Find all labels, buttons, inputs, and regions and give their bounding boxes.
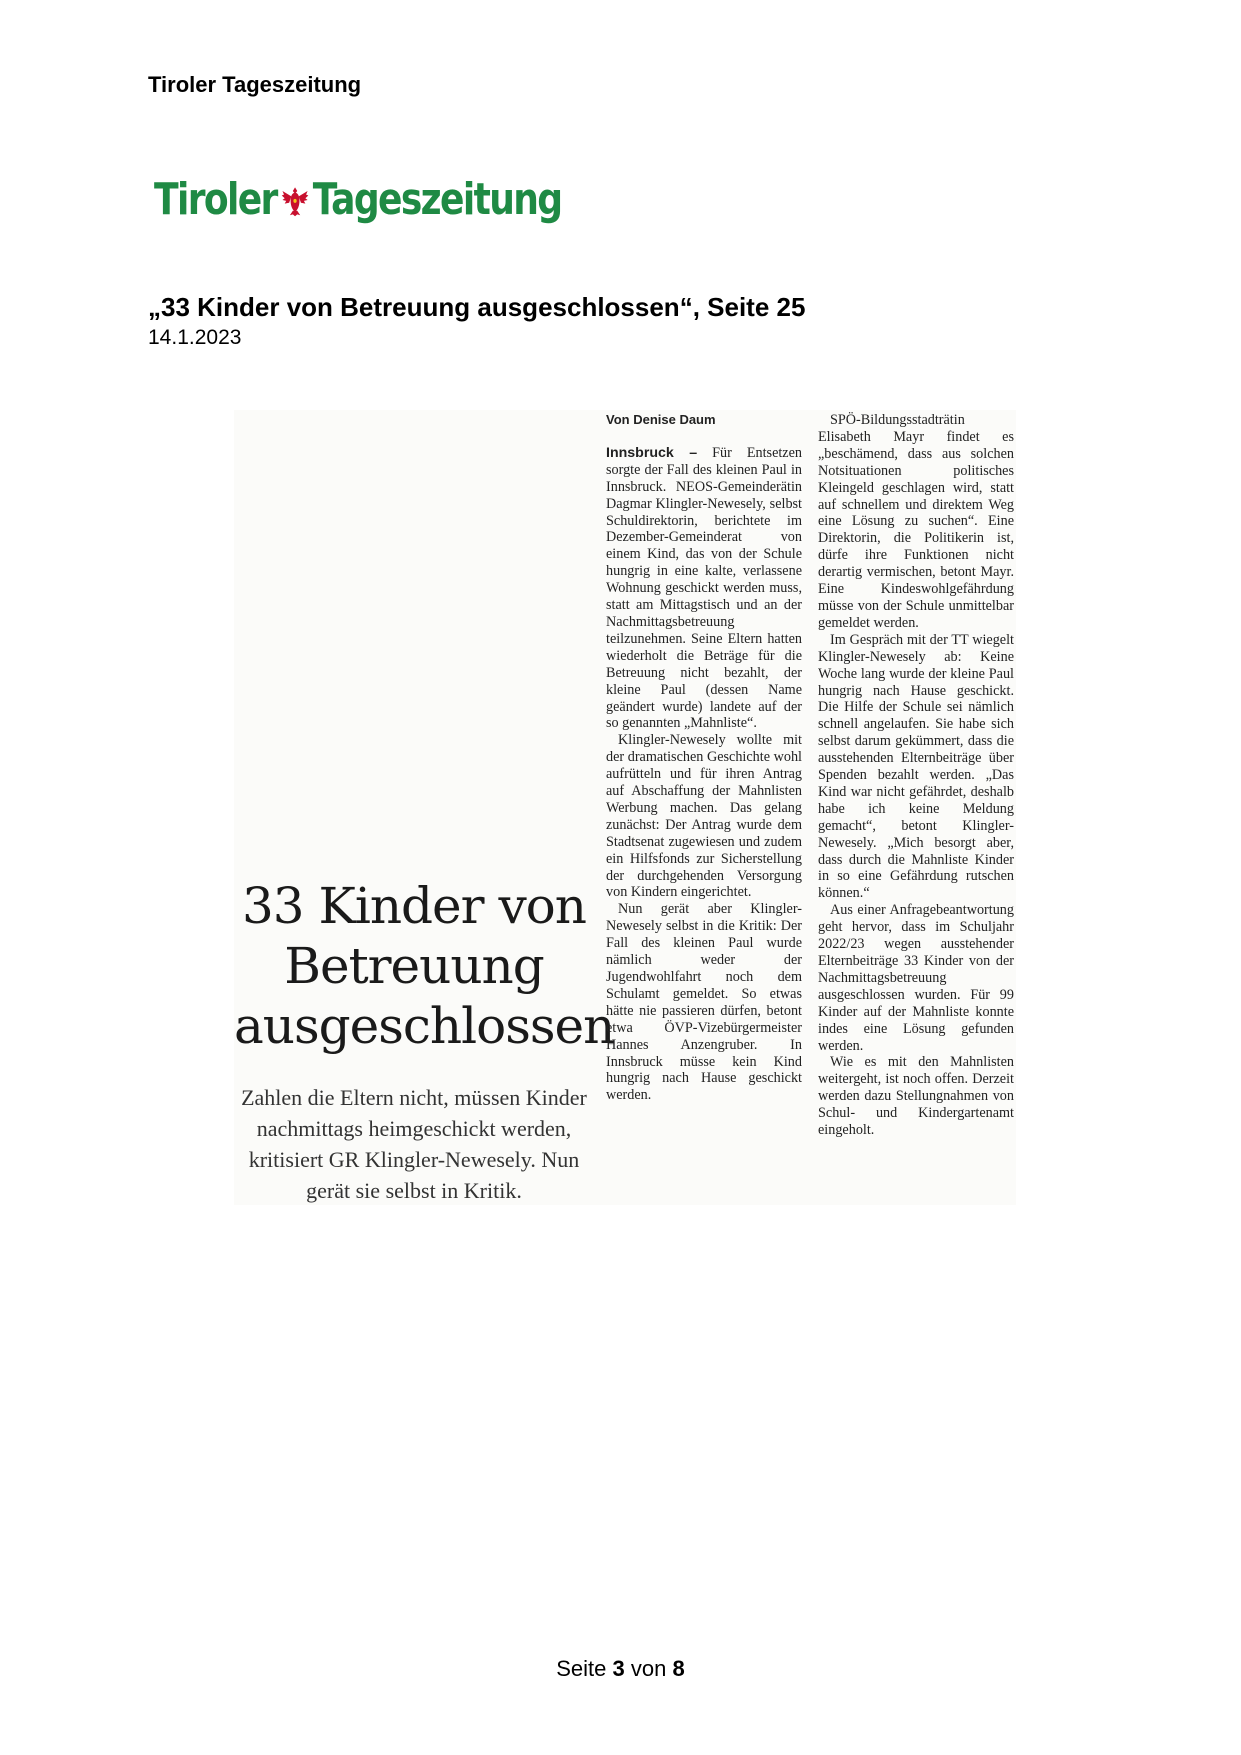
tyrolean-eagle-icon — [280, 182, 310, 218]
article-column-2 — [818, 412, 1014, 1139]
article-date: 14.1.2023 — [148, 326, 242, 349]
article-paragraph: Im Gespräch mit der TT wiegelt Klingler-Newesely ab: Keine Woche lang wurde der kleine Paul hungrig nach Hause geschickt. Die Hilfe der Schule sei nämlich schnell angelaufen. Sie habe sich selbst darum gekümmert, dass die ausstehenden Elternbeiträge über Spenden bezahlt werden. „Das Kind war nicht gefährdet, deshalb habe ich keine Meldung gemacht“, betont Klingler-Newesely. „Mich besorgt aber, dass durch die Mahnliste Kinder in so eine Gefährdung rutschen können.“ — [818, 631, 1014, 902]
logo-text-left: Tiroler — [154, 174, 277, 225]
article-headline: 33 Kinder von Betreuung ausgeschlossen — [234, 877, 615, 1055]
article-paragraph: Aus einer Anfragebeantwortung geht hervor, dass im Schuljahr 2022/23 wegen ausstehender Elternbeiträge 33 Kinder von der Nachmittagsbetreuung ausgeschlossen wurden. Für 99 Kinder auf der Mahnliste konnte indes eine Lösung gefunden werden. — [818, 902, 1014, 1054]
article-reference-heading: „33 Kinder von Betreuung ausgeschlossen“, Seite 25 — [148, 292, 806, 322]
article-column-1 — [606, 412, 802, 1104]
article-byline: Von Denise Daum — [606, 412, 716, 427]
article-paragraph: Wie es mit den Mahnlisten weitergeht, ist noch offen. Derzeit werden dazu Stellungnahmen von Schul- und Kindergartenamt eingeholt. — [818, 1054, 1014, 1139]
logo-text-right: Tageszeitung — [312, 174, 562, 225]
document-source-title: Tiroler Tageszeitung — [148, 72, 362, 97]
article-paragraph: Innsbruck – Für Entsetzen sorgte der Fall des kleinen Paul in Innsbruck. NEOS-Gemeinderätin Dagmar Klingler-Newesely, selbst Schuldirektorin, berichtete im Dezember-Gemeinderat von einem Kind, das von der Schule hungrig in eine kalte, verlassene Wohnung geschickt werden muss, statt am Mittagstisch und an der Nachmittagsbetreuung teilzunehmen. Seine Eltern hatten wiederholt die Beträge für die Betreuung nicht bezahlt, der kleine Paul (dessen Name geändert wurde) landete auf der so genannten „Mahnliste“. — [606, 444, 802, 732]
article-dateline: Innsbruck – — [606, 444, 698, 461]
article-paragraph: SPÖ-Bildungsstadträtin Elisabeth Mayr findet es „beschämend, dass aus solchen Notsituationen politisches Kleingeld geschlagen wird, statt auf schnellem und direktem Weg eine Lösung zu suchen“. Eine Direktorin, die Politikerin ist, dürfe ihre Funktionen nicht derartig vermischen, betont Mayr. Eine Kindeswohlgefährdung müsse von der Schule unmittelbar gemeldet werden. — [818, 412, 1014, 631]
page-number: Seite 3 von 8 — [556, 1656, 685, 1681]
article-paragraph: Klingler-Newesely wollte mit der dramatischen Geschichte wohl aufrütteln und für ihren Antrag auf Abschaffung der Mahnlisten Werbung machen. Das gelang zunächst: Der Antrag wurde dem Stadtsenat zugewiesen und zudem ein Hilfsfonds zur Sicherstellung der durchgehenden Versorgung von Kindern eingerichtet. — [606, 732, 802, 901]
newspaper-logo — [154, 174, 561, 225]
article-paragraph: Nun gerät aber Klingler-Newesely selbst in die Kritik: Der Fall des kleinen Paul wurde nämlich weder der Jugendwohlfahrt noch dem Schulamt gemeldet. So etwas hätte nie passieren dürfen, betont etwa ÖVP-Vizebürgermeister Hannes Anzengruber. In Innsbruck müsse kein Kind hungrig nach Hause geschickt werden. — [606, 901, 802, 1104]
article-subheadline: Zahlen die Eltern nicht, müssen Kinder nachmittags heimgeschickt werden, kritisiert GR Klingler-Newesely. Nun gerät sie selbst in Kritik. — [241, 1085, 587, 1203]
newspaper-clipping — [234, 410, 1016, 1205]
